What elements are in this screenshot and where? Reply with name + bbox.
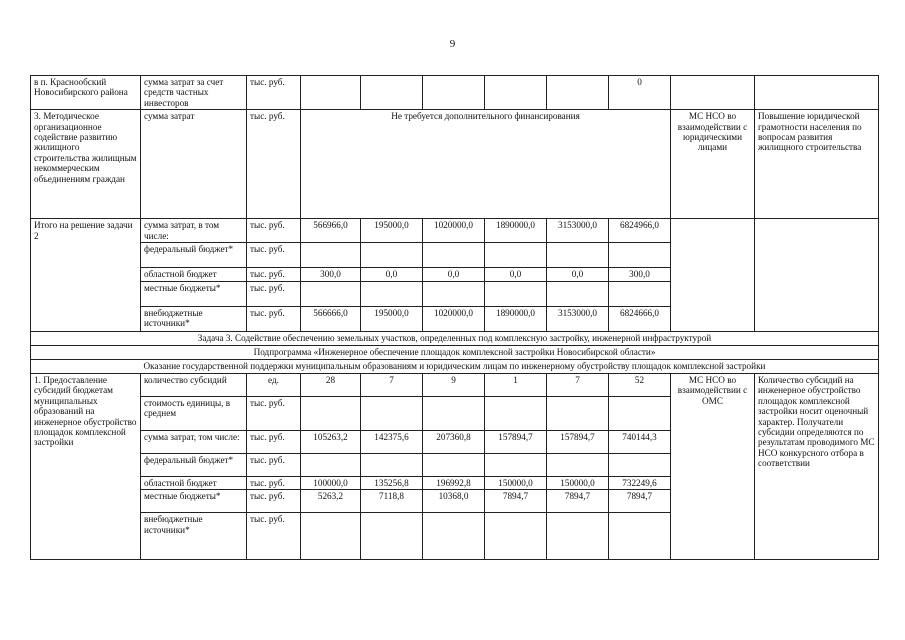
value-cell: 28 bbox=[301, 374, 361, 397]
value-cell bbox=[361, 243, 423, 268]
value-cell: 105263,2 bbox=[301, 431, 361, 454]
value-cell: 6824666,0 bbox=[609, 307, 671, 332]
indicator-cell: количество субсидий bbox=[141, 374, 247, 397]
value-cell: 3153000,0 bbox=[547, 307, 609, 332]
value-cell bbox=[547, 76, 609, 110]
unit-cell: тыс. руб. bbox=[247, 110, 301, 219]
value-cell bbox=[485, 282, 547, 307]
executor-cell: МС НСО во взаимодействии с юридическими лицами bbox=[671, 110, 755, 219]
value-cell bbox=[361, 397, 423, 431]
value-cell bbox=[547, 397, 609, 431]
value-cell: 1890000,0 bbox=[485, 307, 547, 332]
indicator-cell: областной бюджет bbox=[141, 268, 247, 282]
unit-cell: тыс. руб. bbox=[247, 219, 301, 243]
table-row bbox=[31, 374, 879, 397]
value-cell: 10368,0 bbox=[423, 490, 485, 513]
value-cell: 157894,7 bbox=[547, 431, 609, 454]
value-cell: 9 bbox=[423, 374, 485, 397]
value-cell: 135256,8 bbox=[361, 477, 423, 490]
indicator-cell: внебюджетные источники* bbox=[141, 513, 247, 560]
unit-cell: тыс. руб. bbox=[247, 76, 301, 110]
value-cell: 566966,0 bbox=[301, 219, 361, 243]
row-name-cell: в п. Краснообский Новосибирского района bbox=[31, 76, 141, 110]
value-cell: 0,0 bbox=[547, 268, 609, 282]
indicator-cell: сумма затрат bbox=[141, 110, 247, 219]
result-cell bbox=[755, 76, 879, 110]
value-cell: 300,0 bbox=[301, 268, 361, 282]
indicator-cell: местные бюджеты* bbox=[141, 490, 247, 513]
unit-cell: тыс. руб. bbox=[247, 397, 301, 431]
value-cell bbox=[547, 454, 609, 477]
indicator-cell: местные бюджеты* bbox=[141, 282, 247, 307]
value-cell: 7 bbox=[361, 374, 423, 397]
indicator-cell: сумма затрат за счет средств частных инвесторов bbox=[141, 76, 247, 110]
indicator-cell: областной бюджет bbox=[141, 477, 247, 490]
value-cell: 300,0 bbox=[609, 268, 671, 282]
result-cell: Повышение юридической грамотности населения по вопросам развития жилищного строительства bbox=[755, 110, 879, 219]
value-cell bbox=[361, 282, 423, 307]
value-cell bbox=[609, 513, 671, 560]
value-cell bbox=[301, 76, 361, 110]
value-cell bbox=[301, 513, 361, 560]
value-cell: 52 bbox=[609, 374, 671, 397]
value-cell: 207360,8 bbox=[423, 431, 485, 454]
value-cell bbox=[361, 513, 423, 560]
value-cell: 196992,8 bbox=[423, 477, 485, 490]
unit-cell: тыс. руб. bbox=[247, 282, 301, 307]
value-cell: 0 bbox=[609, 76, 671, 110]
value-cell: 566666,0 bbox=[301, 307, 361, 332]
value-cell: 7118,8 bbox=[361, 490, 423, 513]
program-table bbox=[30, 75, 879, 560]
value-cell bbox=[423, 454, 485, 477]
indicator-cell: сумма затрат, в том числе: bbox=[141, 219, 247, 243]
value-cell bbox=[547, 243, 609, 268]
unit-cell: тыс. руб. bbox=[247, 268, 301, 282]
value-cell: 100000,0 bbox=[301, 477, 361, 490]
unit-cell: тыс. руб. bbox=[247, 243, 301, 268]
value-cell bbox=[485, 454, 547, 477]
value-cell bbox=[361, 454, 423, 477]
table-row bbox=[31, 219, 879, 243]
value-cell bbox=[423, 76, 485, 110]
unit-cell: ед. bbox=[247, 374, 301, 397]
value-cell bbox=[609, 243, 671, 268]
value-cell bbox=[609, 397, 671, 431]
value-cell: 732249,6 bbox=[609, 477, 671, 490]
row-name-cell: 3. Методическое организационное содействие развитию жилищного строительства жилищным некоммерческим объединениям граждан bbox=[31, 110, 141, 219]
table-row bbox=[31, 110, 879, 219]
value-cell bbox=[361, 76, 423, 110]
value-cell: 142375,6 bbox=[361, 431, 423, 454]
indicator-cell: сумма затрат, том числе: bbox=[141, 431, 247, 454]
value-cell bbox=[485, 76, 547, 110]
value-cell: 195000,0 bbox=[361, 307, 423, 332]
row-name-cell: 1. Предоставление субсидий бюджетам муниципальных образований на инженерное обустройство площадок комплексной застройки bbox=[31, 374, 141, 560]
executor-cell bbox=[671, 219, 755, 332]
value-cell: 7894,7 bbox=[609, 490, 671, 513]
value-cell bbox=[301, 243, 361, 268]
value-cell: 1890000,0 bbox=[485, 219, 547, 243]
subprogram-heading: Подпрограмма «Инженерное обеспечение площадок комплексной застройки Новосибирской области» bbox=[31, 346, 879, 360]
value-cell bbox=[301, 397, 361, 431]
support-heading: Оказание государственной поддержки муниципальным образованиям и юридическим лицам по инженерному обустройству площадок комплексной застройки bbox=[31, 360, 879, 374]
row-name-cell: Итого на решение задачи 2 bbox=[31, 219, 141, 332]
table-body bbox=[31, 76, 879, 560]
value-cell: 6824966,0 bbox=[609, 219, 671, 243]
value-cell: 1 bbox=[485, 374, 547, 397]
value-cell bbox=[547, 513, 609, 560]
unit-cell: тыс. руб. bbox=[247, 431, 301, 454]
value-cell: 150000,0 bbox=[547, 477, 609, 490]
value-cell bbox=[423, 243, 485, 268]
value-cell: 7 bbox=[547, 374, 609, 397]
value-cell: 157894,7 bbox=[485, 431, 547, 454]
indicator-cell: федеральный бюджет* bbox=[141, 243, 247, 268]
value-cell bbox=[547, 282, 609, 307]
value-cell: 7894,7 bbox=[547, 490, 609, 513]
result-cell: Количество субсидий на инженерное обустройство площадок комплексной застройки носит оценочный характер. Получатели субсидии определяются по результатам проводимого МС НСО конкурсного отбора в соответствии bbox=[755, 374, 879, 560]
result-cell bbox=[755, 219, 879, 332]
value-cell: 0,0 bbox=[361, 268, 423, 282]
executor-cell bbox=[671, 76, 755, 110]
value-cell: 0,0 bbox=[485, 268, 547, 282]
value-cell: 1020000,0 bbox=[423, 219, 485, 243]
unit-cell: тыс. руб. bbox=[247, 513, 301, 560]
table-row bbox=[31, 332, 879, 346]
value-cell: 0,0 bbox=[423, 268, 485, 282]
value-cell: 5263,2 bbox=[301, 490, 361, 513]
value-cell bbox=[423, 513, 485, 560]
value-cell: 1020000,0 bbox=[423, 307, 485, 332]
unit-cell: тыс. руб. bbox=[247, 454, 301, 477]
value-cell: 740144,3 bbox=[609, 431, 671, 454]
value-cell: 195000,0 bbox=[361, 219, 423, 243]
no-funding-note: Не требуется дополнительного финансирования bbox=[301, 110, 671, 219]
page-number: 9 bbox=[449, 38, 456, 50]
indicator-cell: федеральный бюджет* bbox=[141, 454, 247, 477]
value-cell: 150000,0 bbox=[485, 477, 547, 490]
table-row bbox=[31, 360, 879, 374]
table-row bbox=[31, 76, 879, 110]
task3-heading: Задача 3. Содействие обеспечению земельных участков, определенных под комплексную застройку, инженерной инфраструктурой bbox=[31, 332, 879, 346]
value-cell bbox=[485, 513, 547, 560]
indicator-cell: внебюджетные источники* bbox=[141, 307, 247, 332]
value-cell bbox=[609, 282, 671, 307]
value-cell bbox=[609, 454, 671, 477]
value-cell bbox=[301, 282, 361, 307]
value-cell: 3153000,0 bbox=[547, 219, 609, 243]
value-cell bbox=[423, 397, 485, 431]
indicator-cell: стоимость единицы, в среднем bbox=[141, 397, 247, 431]
unit-cell: тыс. руб. bbox=[247, 307, 301, 332]
value-cell bbox=[423, 282, 485, 307]
executor-cell: МС НСО во взаимодействии с ОМС bbox=[671, 374, 755, 560]
value-cell bbox=[485, 397, 547, 431]
value-cell: 7894,7 bbox=[485, 490, 547, 513]
table-row bbox=[31, 346, 879, 360]
value-cell bbox=[485, 243, 547, 268]
unit-cell: тыс. руб. bbox=[247, 490, 301, 513]
value-cell bbox=[301, 454, 361, 477]
unit-cell: тыс. руб. bbox=[247, 477, 301, 490]
